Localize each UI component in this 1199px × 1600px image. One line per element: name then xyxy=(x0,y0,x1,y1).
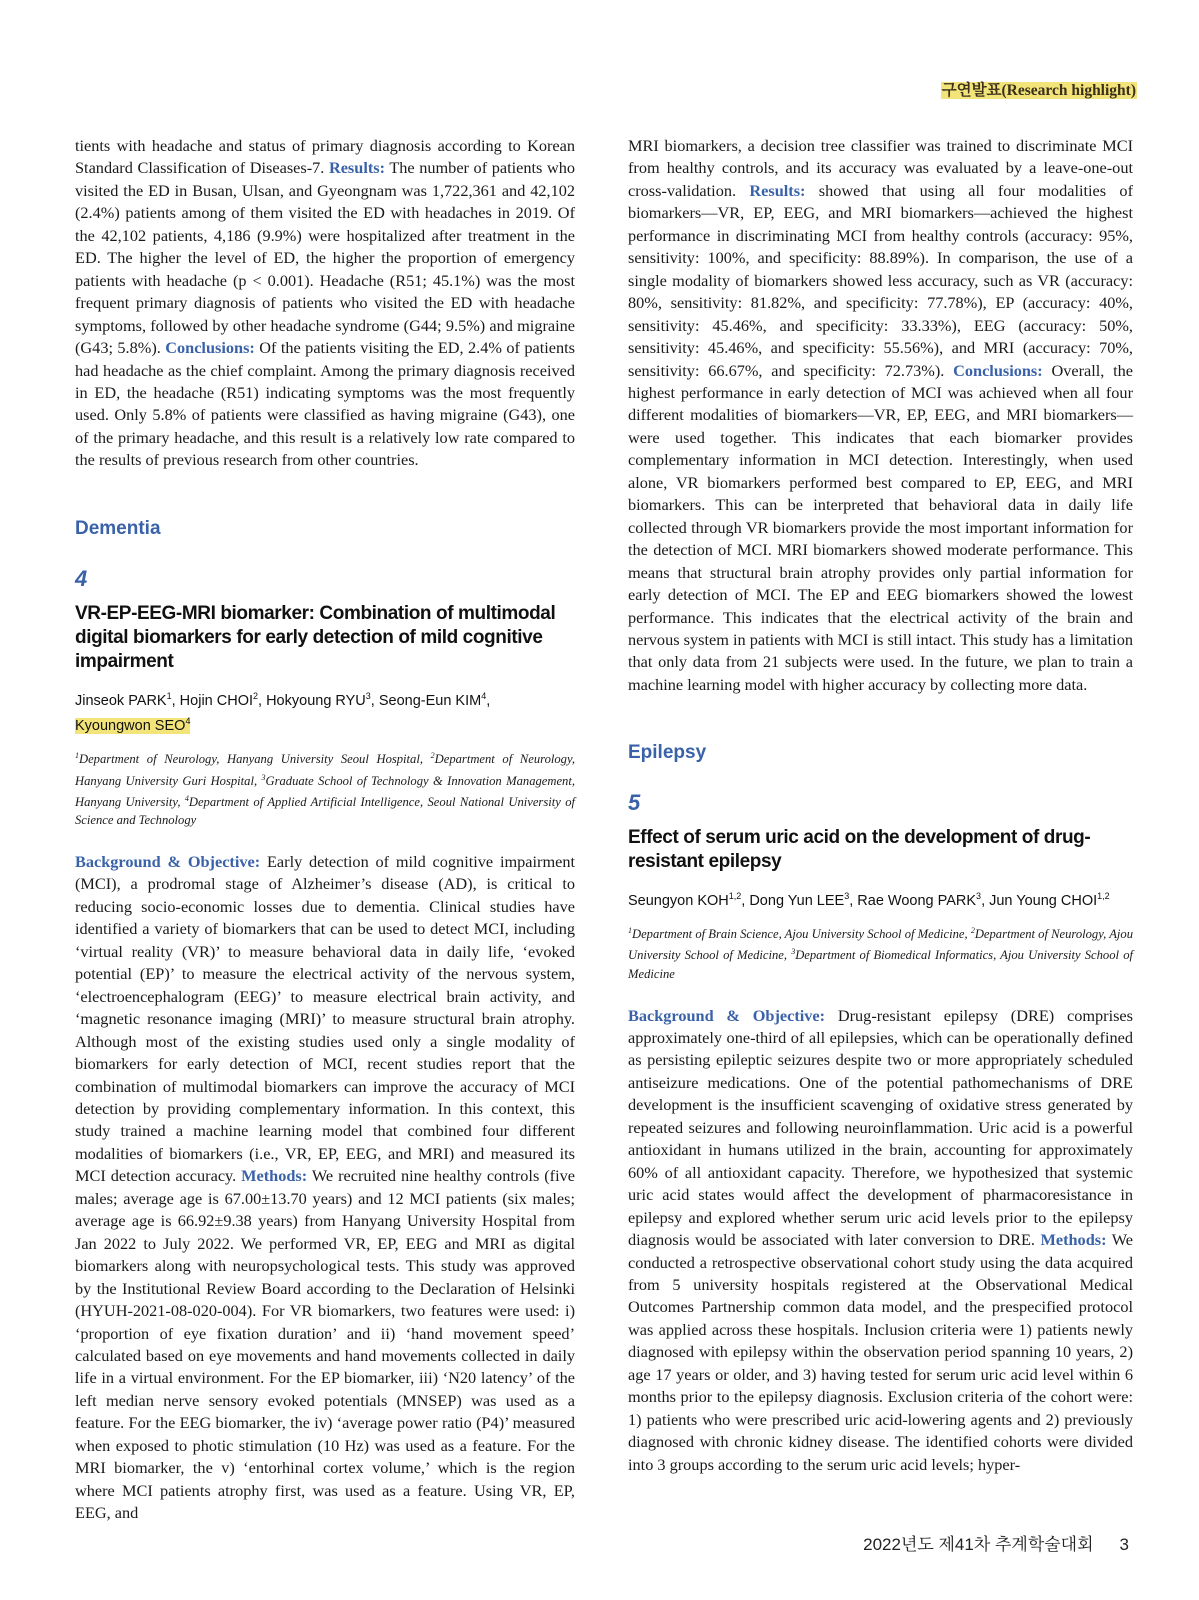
abstract-number: 5 xyxy=(628,790,641,816)
text: Overall, the highest performance in early detection of MCI was achieved when all four different modalities of biomarkers—VR, EP, EEG, and MRI biomarkers—were used together. This indicates that each biomarker provides complementary information in MCI detection. Interestingly, when used alone, VR biomarkers performed best compared to EP, EEG, and MRI biomarkers. This can be interpreted that behavioral data in daily life collected through VR biomarkers provide the most important information for the detection of MCI. MRI biomarkers showed moderate performance. This means that structural brain atrophy provides only partial information for early detection of MCI. The EP and EEG biomarkers showed the lowest performance. This indicates that the electrical activity of the brain and nervous system in patients with MCI is still intact. This study has a limitation that only data from 21 subjects were used. In the future, we plan to train a machine learning model with higher accuracy by collecting more data. xyxy=(628,360,1134,694)
author-affil: 2 xyxy=(253,690,259,701)
page-footer xyxy=(863,1530,1129,1555)
background-keyword: Background & Objective: xyxy=(75,852,261,872)
conclusions-keyword: Conclusions: xyxy=(953,360,1043,380)
abstract-title: Effect of serum uric acid on the development of drug-resistant epilepsy xyxy=(628,827,1091,873)
author-affil: 4 xyxy=(481,690,487,701)
author-affil: 4 xyxy=(185,716,191,727)
affil-num: 2 xyxy=(430,751,435,761)
methods-keyword: Methods: xyxy=(241,1166,308,1186)
text: We recruited nine healthy controls (five males; average age is 67.00±13.70 years) and 12 MCI patients (six males; average age is 66.92±9.38 years) from Hanyang University Hospital from Jan 2022 to July 2022. We performed VR, EP, EEG and MRI as digital biomarkers along with neuropsychological tests. This study was approved by the Institutional Review Board according to the Declaration of Helsinki (HYUH-2021-08-020-004). For VR biomarkers, two features were used: i) ‘proportion of eye fixation duration’ and ii) ‘hand movement speed’ calculated based on eye movements and hand movements collected in daily life in a virtual environment. For the EP biomarker, iii) ‘N20 latency’ of the left median nerve sensory evoked potentials (MNSEP) was used as a feature. For the EEG biomarker, the iv) ‘average power ratio (P4)’ measured when exposed to photic stimulation (10 Hz) was used as a feature. For the MRI biomarker, the v) ‘entorhinal cortex volume,’ which is the region where MCI patients atrophy first, was used as a feature. Using VR, EP, EEG, and xyxy=(75,1166,575,1523)
section-tag-label: 구연발표(Research highlight) xyxy=(941,82,1136,99)
left-column xyxy=(75,135,575,1525)
author: Kyoungwon SEO xyxy=(75,718,186,735)
author: Jinseok PARK xyxy=(75,692,167,709)
author-affil: 1,2 xyxy=(728,891,742,902)
section-tag xyxy=(941,78,1137,100)
text: showed that using all four modalities of biomarkers—VR, EP, EEG, and MRI biomarkers—achieved the highest performance in discriminating MCI from healthy controls (accuracy: 95%, sensitivity: 100%, and specificity: 88.89%). In comparison, the use of a single modality of biomarkers showed less accuracy, such as VR (accuracy: 80%, sensitivity: 81.82%, and specificity: 77.78%), EP (accuracy: 40%, sensitivity: 45.46%, and specificity: 33.33%), EEG (accuracy: 50%, sensitivity: 45.46%, and specificity: 55.56%), and MRI (accuracy: 70%, sensitivity: 66.67%, and specificity: 72.73%). xyxy=(628,180,1133,380)
affil-text: Graduate School of Technology & Innovation Management, Hanyang University, xyxy=(75,773,576,810)
text: tients with headache and status of primary diagnosis according to Korean Standard Classification of Diseases-7. xyxy=(75,136,575,178)
affil-text: Department of Applied Artificial Intelligence, Seoul National University of Science and Technology xyxy=(75,795,575,828)
section-heading-epilepsy: Epilepsy xyxy=(628,742,707,764)
affil-text: Department of Neurology, Ajou University School of Medicine, xyxy=(628,927,1133,963)
conclusions-keyword: Conclusions: xyxy=(165,338,255,358)
headache-abstract-continuation xyxy=(75,135,575,472)
author-affil: 3 xyxy=(844,891,850,902)
affil-text: Department of Neurology, Hanyang University Guri Hospital, xyxy=(75,752,575,788)
text: Of the patients visiting the ED, 2.4% of patients had headache as the chief complaint. Among the primary diagnosis received in ED, the headache (R51) indicating symptoms was the most frequently used. Only 5.8% of patients were classified as having migraine (G43), one of the primary headache, and this result is a relatively low rate compared to the results of previous research from other countries. xyxy=(75,338,575,470)
dementia-abstract-continuation xyxy=(628,135,1133,696)
author-affil: 1 xyxy=(166,690,172,701)
affiliations xyxy=(628,922,1133,982)
section-heading-dementia: Dementia xyxy=(75,517,161,539)
results-keyword: Results: xyxy=(328,158,386,178)
affil-num: 2 xyxy=(970,926,975,936)
author-list xyxy=(628,886,1133,912)
affiliations xyxy=(75,747,575,829)
affil-text: Department of Biomedical Informatics, Ajou University School of Medicine xyxy=(628,948,1133,981)
text: MRI biomarkers, a decision tree classifier was trained to discriminate MCI from healthy controls, and its accuracy was evaluated by a leave-one-out cross-validation. xyxy=(628,136,1133,200)
text: We conducted a retrospective observational cohort study using the data acquired from 5 university hospitals registered at the Observational Medical Outcomes Partnership common data model, and the prespecified protocol was applied across these hospitals. Inclusion criteria were 1) patients newly diagnosed with epilepsy within the observation period spanning 10 years, 2) age 17 years or older, and 3) having tested for serum uric acid level within 6 months prior to the epilepsy diagnosis. Exclusion criteria of the cohort were: 1) patients who were prescribed uric acid-lowering agents and 2) previously diagnosed with chronic kidney disease. The identified cohorts were divided into 3 groups according to the serum uric acid levels; hyper- xyxy=(628,1230,1133,1474)
author: Seungyon KOH xyxy=(628,893,729,910)
abstract-number: 4 xyxy=(75,565,88,591)
right-column xyxy=(628,135,1133,1476)
author: , Seong-Eun KIM xyxy=(370,692,482,709)
abstract-body xyxy=(75,851,575,1525)
affil-num: 3 xyxy=(791,947,796,957)
presenting-author xyxy=(75,718,190,734)
text: Early detection of mild cognitive impairment (MCI), a prodromal stage of Alzheimer’s disease (AD), is critical to reducing socio-economic losses due to dementia. Clinical studies have identified a variety of biomarkers that can be used to detect MCI, including ‘virtual reality (VR)’ to measure behavioral data in daily life, ‘evoked potential (EP)’ to measure the electrical activity of the nervous system, ‘electroencephalogram (EEG)’ to measure electrical brain activity, and ‘magnetic resonance imaging (MRI)’ to measure structural brain atrophy. Although most of the existing studies used only a single modality of biomarkers for early detection of MCI, recent studies report that the combination of multimodal biomarkers can improve the accuracy of MCI detection by providing complementary information. In this context, this study trained a machine learning model that combined four different modalities of biomarkers (i.e., VR, EP, EEG, and MRI) and measured its MCI detection accuracy. xyxy=(75,852,575,1186)
event-name: 2022년도 제41차 추계학술대회 xyxy=(863,1535,1094,1554)
author-affil: 3 xyxy=(976,891,982,902)
results-keyword: Results: xyxy=(749,180,806,200)
author: , Hokyoung RYU xyxy=(258,692,366,709)
page-number: 3 xyxy=(1119,1535,1129,1554)
separator: , xyxy=(486,692,491,709)
text: Drug-resistant epilepsy (DRE) comprises approximately one-third of all epilepsies, which can be operationally defined as persisting epileptic seizures despite two or more appropriately scheduled antiseizure medications. One of the potential pathomechanisms of DRE development is the insufficient scavenging of oxidative stress generated by repeated seizures and following neuroinflammation. Uric acid is a powerful antioxidant in humans utilized in the brain, accounting for approximately 60% of all antioxidant capacity. Therefore, we hypothesized that systemic uric acid states would affect the development of pharmacoresistance in epilepsy and explored whether serum uric acid levels prior to the epilepsy diagnosis would be associated with later conversion to DRE. xyxy=(628,1005,1133,1250)
author: , Rae Woong PARK xyxy=(849,893,977,910)
author-affil: 3 xyxy=(365,690,371,701)
affil-text: Department of Brain Science, Ajou University School of Medicine, xyxy=(632,927,971,942)
affil-num: 1 xyxy=(75,751,79,761)
author: , Hojin CHOI xyxy=(171,692,254,709)
affil-num: 4 xyxy=(184,793,189,803)
author-list xyxy=(75,686,575,738)
abstract-title: VR-EP-EEG-MRI biomarker: Combination of multimodal digital biomarkers for early detection of mild cognitive impairment xyxy=(75,602,556,672)
abstract-body xyxy=(628,1005,1133,1477)
methods-keyword: Methods: xyxy=(1040,1230,1107,1250)
affil-num: 1 xyxy=(628,926,632,936)
author: , Jun Young CHOI xyxy=(981,893,1098,910)
affil-text: Department of Neurology, Hanyang University Seoul Hospital, xyxy=(79,752,431,767)
affil-num: 3 xyxy=(261,772,266,782)
background-keyword: Background & Objective: xyxy=(628,1005,826,1025)
author-affil: 1,2 xyxy=(1097,891,1110,902)
author: , Dong Yun LEE xyxy=(741,893,845,910)
text: The number of patients who visited the ED in Busan, Ulsan, and Gyeongnam was 1,722,361 and 42,102 (2.4%) patients among of them visited the ED with headaches in 2019. Of the 42,102 patients, 4,186 (9.9%) were hospitalized after treatment in the ED. The higher the level of ED, the higher the proportion of emergency patients with headache (p < 0.001). Headache (R51; 45.1%) was the most frequent primary diagnosis of patients who visited the ED with headache symptoms, followed by other headache syndrome (G44; 9.5%) and migraine (G43; 5.8%). xyxy=(75,158,575,358)
